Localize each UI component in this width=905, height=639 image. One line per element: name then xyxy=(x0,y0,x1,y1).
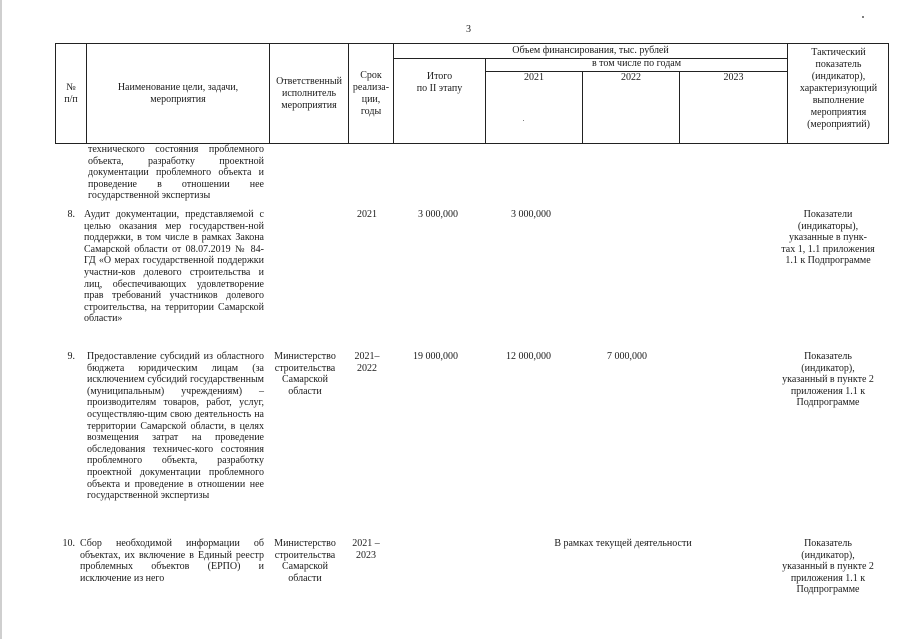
header-funding-group: Объем финансирования, тыс. рублей xyxy=(512,45,669,56)
header-year-2021: 2021 xyxy=(524,72,544,83)
row-8-total: 3 000,000 xyxy=(418,209,458,220)
row-9-total: 19 000,000 xyxy=(413,351,458,362)
row-8-term: 2021 xyxy=(357,209,377,220)
row-10-number: 10. xyxy=(62,538,75,549)
table-header xyxy=(55,43,889,144)
row-10-funding-note: В рамках текущей деятельности xyxy=(554,538,692,549)
row-10-executor: Министерство строительства Самарской области xyxy=(274,538,336,584)
scan-speck xyxy=(862,16,864,18)
row-9-indicator: Показатель (индикатор), указанный в пункте 2 приложения 1.1 к Подпрограмме xyxy=(782,351,874,409)
row-9-number: 9. xyxy=(67,351,75,362)
page-edge xyxy=(0,0,2,639)
row-8-name: Аудит документации, представляемой с целью оказания мер государствен-ной поддержки, в том числе в рамках Закона Самарской области от 08.07.2019 № 84-ГД «О мерах государственной поддержки участни-ков долевого строительства и лиц, обеспечивающих удовлетворение прав требований участников долевого строительства, на территории Самарской области» xyxy=(84,209,264,325)
row-9-executor: Министерство строительства Самарской области xyxy=(274,351,336,397)
row-9-term: 2021– 2022 xyxy=(354,351,380,374)
row-10-name: Сбор необходимой информации об объектах, их включение в Единый реестр проблемных объектов (ЕРПО) и исключение из него xyxy=(80,538,264,584)
row-10-indicator: Показатель (индикатор), указанный в пункте 2 приложения 1.1 к Подпрограмме xyxy=(782,538,874,596)
row-9-2022: 7 000,000 xyxy=(607,351,647,362)
row-8-2021: 3 000,000 xyxy=(511,209,551,220)
header-col-indicator: Тактический показатель (индикатор), характеризующий выполнение мероприятия (мероприятий) xyxy=(799,47,878,130)
header-col-total: Итого по II этапу xyxy=(416,71,463,94)
row-continuation-name: технического состояния проблемного объекта, разработку проектной документации проблемного объекта и проведение в отношении нее государственной экспертизы xyxy=(88,144,264,202)
row-9-2021: 12 000,000 xyxy=(506,351,551,362)
row-8-indicator: Показатели (индикаторы), указанные в пунк- тах 1, 1.1 приложения 1.1 к Подпрограмме xyxy=(781,209,875,267)
header-year-2022: 2022 xyxy=(621,72,641,83)
header-col-name: Наименование цели, задачи, мероприятия xyxy=(117,82,239,105)
row-10-term: 2021 – 2023 xyxy=(352,538,380,561)
header-col-executor: Ответственный исполнитель мероприятия xyxy=(276,76,342,111)
header-year-2023: 2023 xyxy=(723,72,744,83)
header-col-num: № п/п xyxy=(64,82,78,105)
header-col-term: Срок реализа- ции, годы xyxy=(352,70,390,117)
header-by-years: в том числе по годам xyxy=(591,58,682,69)
row-9-name: Предоставление субсидий из областного бюджета юридическим лицам (за исключением субсидий государственным (муниципальным) учреждениям) – производителям товаров, работ, услуг, осуществляю-щим свою деятельность на территории Самарской области, в целях возмещения затрат на проведение обследования техничес-кого состояния проблемного объекта, разработку проектной документации проблемного объекта и проведение в отношении нее государственной экспертизы xyxy=(87,351,264,502)
row-8-number: 8. xyxy=(67,209,75,220)
page-number: 3 xyxy=(466,24,471,35)
